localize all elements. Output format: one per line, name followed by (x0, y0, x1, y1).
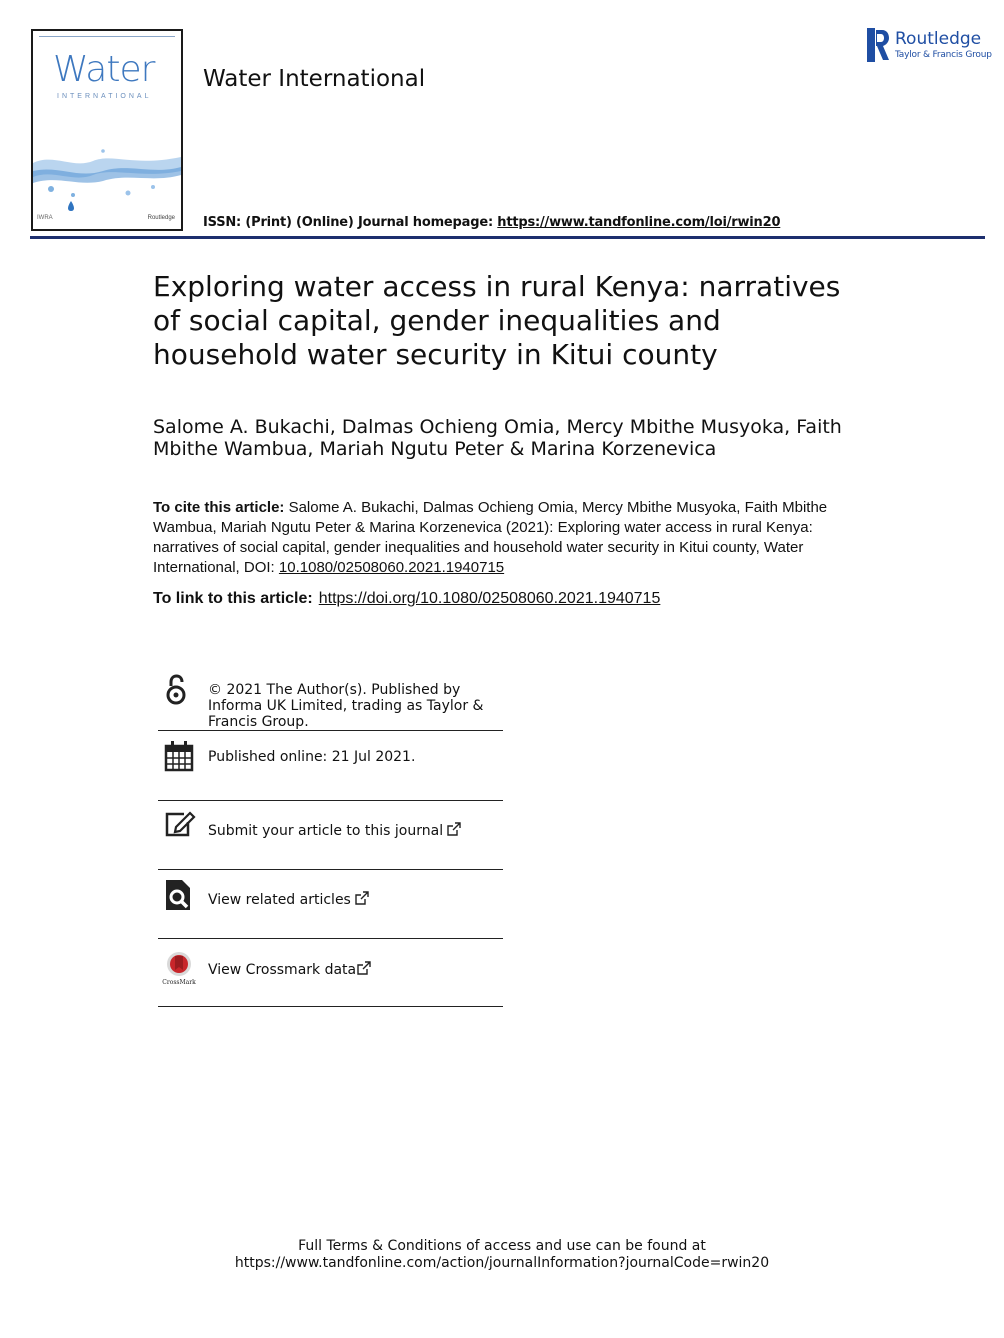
open-access-row (158, 674, 503, 730)
cover-subtitle: INTERNATIONAL (57, 93, 152, 100)
cover-org-mark: IWRA (37, 215, 53, 221)
info-divider (158, 869, 503, 870)
article-authors: Salome A. Bukachi, Dalmas Ochieng Omia, Mercy Mbithe Musyoka, Faith Mbithe Wambua, Mariah Ngutu Peter & Marina Korzenevica (153, 416, 842, 460)
journal-title: Water International (203, 66, 426, 92)
routledge-group: Taylor & Francis Group (895, 50, 992, 60)
cite-text: Salome A. Bukachi, Dalmas Ochieng Omia, Mercy Mbithe Musyoka, Faith Mbithe Wambua, Mariah Ngutu Peter & Marina Korzenevica (2021): Exploring water access in rural Kenya: narratives of social capital, gender inequalities and household water security in Kitui county, Water International, DOI: (153, 499, 828, 576)
citation-block (153, 498, 873, 578)
cite-label: To cite this article: (153, 499, 285, 516)
submit-article-link[interactable]: Submit your article to this journal (208, 823, 444, 839)
cite-doi-link[interactable]: 10.1080/02508060.2021.1940715 (278, 559, 505, 576)
issn-homepage-line (203, 215, 780, 230)
routledge-r-icon (867, 28, 889, 62)
calendar-icon (164, 740, 194, 772)
cover-publisher-mark: Routledge (147, 215, 175, 221)
link-label: To link to this article: (153, 590, 313, 607)
search-document-icon (164, 879, 192, 911)
journal-cover-thumbnail (31, 29, 183, 231)
crossmark-row[interactable] (158, 946, 503, 1008)
external-link-icon (357, 961, 371, 975)
copyright-text: © 2021 The Author(s). Published by Informa UK Limited, trading as Taylor & Francis Group. (208, 682, 484, 730)
cover-top-rule (39, 36, 175, 40)
published-date: Published online: 21 Jul 2021. (208, 749, 416, 765)
routledge-name: Routledge (895, 29, 982, 49)
related-articles-link[interactable]: View related articles (208, 892, 351, 908)
submit-row[interactable] (158, 808, 503, 870)
journal-homepage-link[interactable]: https://www.tandfonline.com/loi/rwin20 (497, 215, 781, 230)
water-splash-graphic (33, 123, 181, 213)
issn-text: ISSN: (Print) (Online) Journal homepage: (203, 215, 498, 230)
edit-icon (164, 810, 196, 838)
article-link-line (153, 590, 873, 608)
header-divider (30, 236, 985, 239)
published-row (158, 738, 503, 800)
article-doi-link[interactable]: https://doi.org/10.1080/02508060.2021.1940715 (318, 590, 661, 607)
article-title: Exploring water access in rural Kenya: narratives of social capital, gender inequalities and household water security in Kitui county (153, 270, 841, 371)
open-access-icon (164, 674, 188, 706)
info-divider (158, 800, 503, 801)
crossmark-logo-text: CrossMark (162, 979, 196, 986)
info-divider (158, 730, 503, 731)
terms-footer (0, 1238, 1004, 1272)
crossmark-icon (162, 950, 196, 986)
crossmark-link[interactable]: View Crossmark data (208, 962, 357, 978)
cover-title-word: Water (53, 49, 155, 90)
terms-footer-line1: Full Terms & Conditions of access and use can be found at (298, 1238, 706, 1254)
info-divider (158, 1006, 503, 1007)
related-row[interactable] (158, 877, 503, 939)
external-link-icon (447, 822, 461, 836)
terms-footer-url[interactable]: https://www.tandfonline.com/action/journalInformation?journalCode=rwin20 (234, 1255, 770, 1271)
routledge-logo (867, 28, 992, 68)
external-link-icon (355, 891, 369, 905)
info-divider (158, 938, 503, 939)
